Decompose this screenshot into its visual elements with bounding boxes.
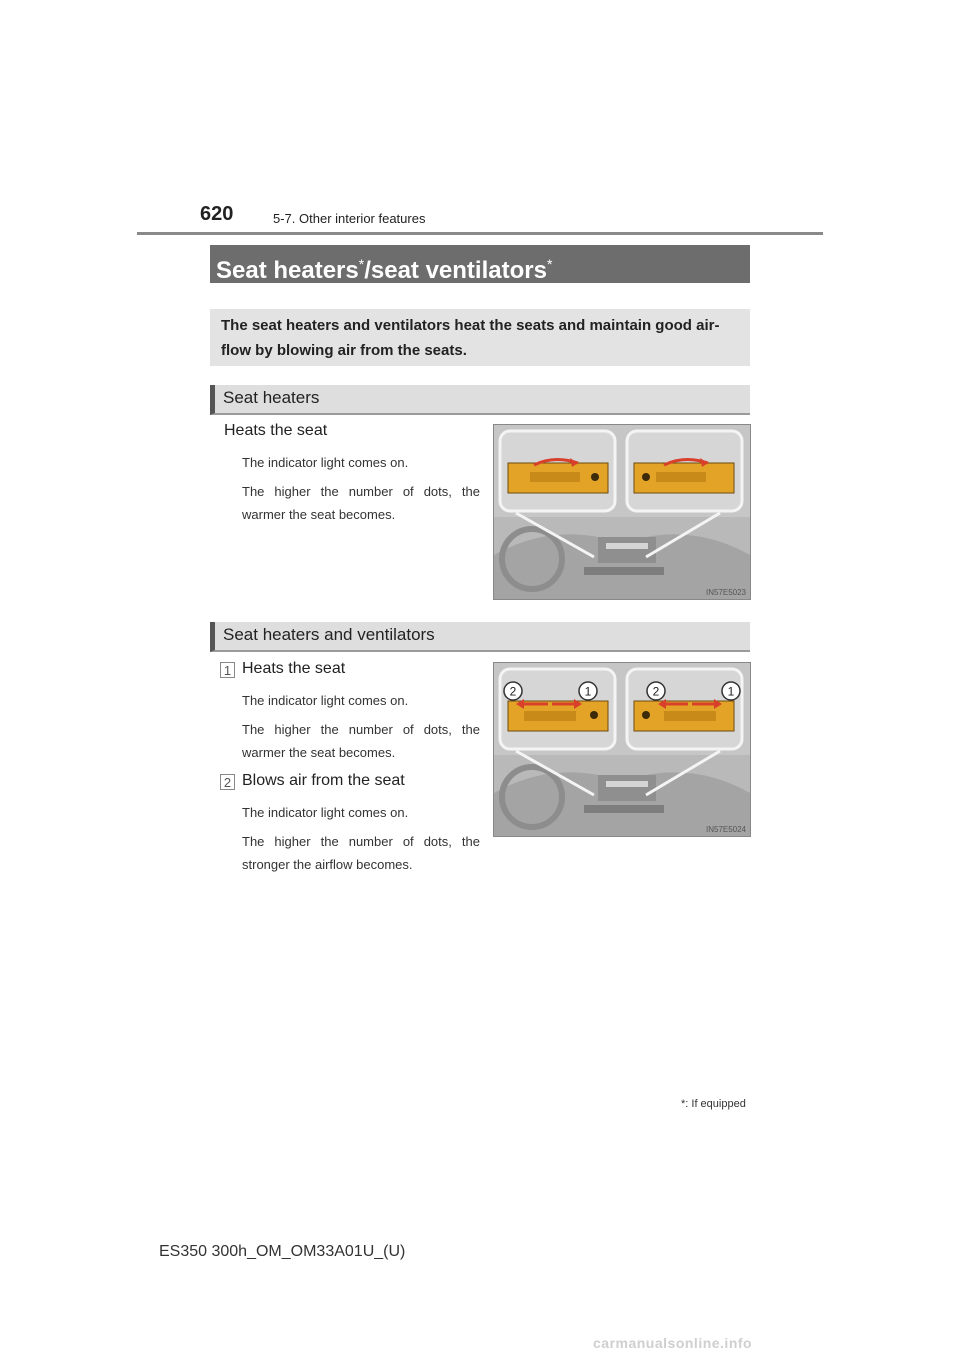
seat-heater-ventilator-switch-illustration [493, 662, 751, 837]
body-text: warmer the seat becomes. [242, 745, 396, 760]
body-text: The higher the number of dots, the [242, 722, 480, 737]
page-number: 620 [200, 203, 234, 225]
header-rule [137, 232, 823, 235]
if-equipped-mark: * [546, 256, 553, 272]
intro-box: The seat heaters and ventilators heat the seats and maintain good air-flow by blowing air from the seats. [210, 309, 750, 366]
if-equipped-mark: * [358, 256, 365, 272]
watermark: carmanualsonline.info [593, 1335, 753, 1351]
callout-number: 2 [509, 684, 517, 699]
subheading-seat-heaters: Seat heaters [210, 385, 750, 415]
body-text: stronger the airflow becomes. [242, 857, 413, 872]
section-title: 5-7. Other interior features [273, 211, 426, 226]
figure-code: IN57E5024 [705, 825, 746, 834]
page-title [210, 245, 750, 283]
lead-text: Heats the seat [242, 660, 346, 677]
lead-text: Heats the seat [224, 422, 328, 439]
callout-number: 2 [652, 684, 660, 699]
callout-number: 1 [727, 684, 735, 699]
document-code: ES350 300h_OM_OM33A01U_(U) [159, 1243, 406, 1260]
figure-code: IN57E5023 [705, 588, 746, 597]
body-text: The indicator light comes on. [242, 693, 409, 708]
body-text: The indicator light comes on. [242, 805, 409, 820]
seat-heater-switch-illustration [493, 424, 751, 600]
body-text: warmer the seat becomes. [242, 507, 396, 522]
dashboard-illustration [494, 425, 750, 599]
footnote [681, 1098, 746, 1110]
title-text: Seat heaters [216, 257, 359, 284]
title-text-2: /seat ventilators [364, 257, 547, 284]
item-number-badge: 2 [220, 774, 235, 790]
subheading-seat-heaters-and-ventilators: Seat heaters and ventilators [210, 622, 750, 652]
lead-text: Blows air from the seat [242, 772, 405, 789]
item-number-badge: 1 [220, 662, 235, 678]
dashboard-illustration [494, 663, 750, 836]
callout-number: 1 [584, 684, 592, 699]
if-equipped-mark: * [681, 1098, 686, 1110]
body-text: The higher the number of dots, the [242, 484, 480, 499]
footnote-text: : If equipped [685, 1098, 746, 1110]
body-text: The higher the number of dots, the [242, 834, 480, 849]
body-text: The indicator light comes on. [242, 455, 409, 470]
